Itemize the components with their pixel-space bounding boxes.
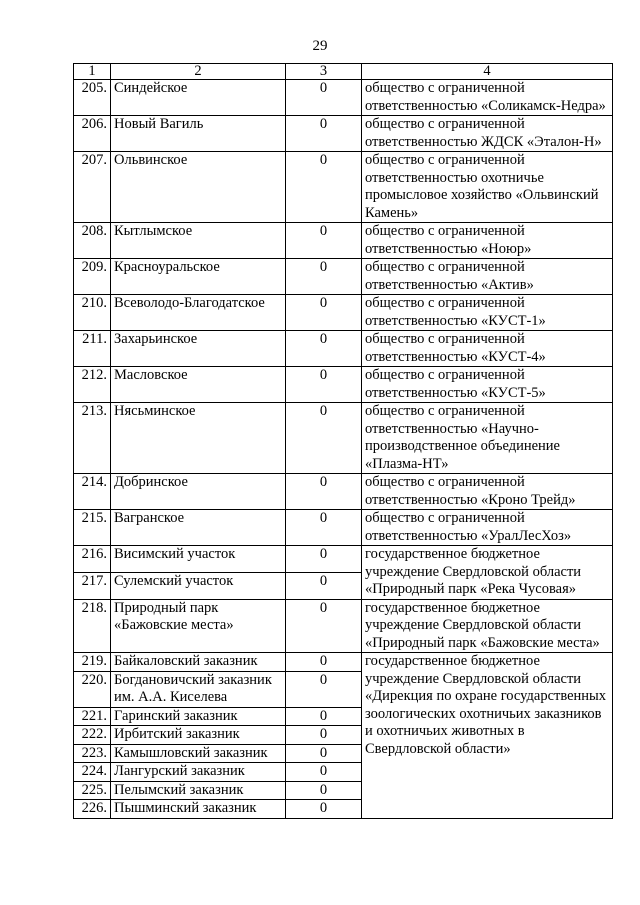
ground-value: 0 bbox=[286, 707, 362, 726]
ground-value: 0 bbox=[286, 800, 362, 819]
ground-name: Новый Вагиль bbox=[111, 116, 286, 152]
table-row bbox=[74, 259, 613, 295]
ground-name: Кытлымское bbox=[111, 223, 286, 259]
ground-name: Природный парк «Бажовские места» bbox=[111, 599, 286, 653]
row-number: 220. bbox=[74, 671, 111, 707]
organization: общество с ограниченной ответственностью «Кроно Трейд» bbox=[362, 474, 613, 510]
organization: общество с ограниченной ответственностью «Научно-производственное объединение «Плазма-НТ» bbox=[362, 403, 613, 474]
row-number: 210. bbox=[74, 295, 111, 331]
column-header: 2 bbox=[111, 64, 286, 80]
ground-name: Богдановичский заказник им. А.А. Киселева bbox=[111, 671, 286, 707]
row-number: 219. bbox=[74, 653, 111, 672]
hunting-grounds-table bbox=[73, 63, 613, 819]
table-row bbox=[74, 152, 613, 223]
table-row bbox=[74, 295, 613, 331]
ground-name: Добринское bbox=[111, 474, 286, 510]
ground-name: Захарьинское bbox=[111, 331, 286, 367]
table-row bbox=[74, 403, 613, 474]
ground-value: 0 bbox=[286, 653, 362, 672]
ground-value: 0 bbox=[286, 726, 362, 745]
table-row bbox=[74, 331, 613, 367]
row-number: 209. bbox=[74, 259, 111, 295]
ground-value: 0 bbox=[286, 572, 362, 599]
row-number: 212. bbox=[74, 367, 111, 403]
organization: государственное бюджетное учреждение Свердловской области «Природный парк «Река Чусовая» bbox=[362, 546, 613, 600]
row-number: 205. bbox=[74, 80, 111, 116]
ground-value: 0 bbox=[286, 116, 362, 152]
ground-name: Ирбитский заказник bbox=[111, 726, 286, 745]
row-number: 214. bbox=[74, 474, 111, 510]
ground-name: Байкаловский заказник bbox=[111, 653, 286, 672]
table-row bbox=[74, 223, 613, 259]
organization: государственное бюджетное учреждение Свердловской области «Дирекция по охране государственных зоологических охотничьих заказников и охотничьих животных в Свердловской области» bbox=[362, 653, 613, 819]
ground-value: 0 bbox=[286, 474, 362, 510]
ground-value: 0 bbox=[286, 763, 362, 782]
row-number: 223. bbox=[74, 744, 111, 763]
organization: государственное бюджетное учреждение Свердловской области «Природный парк «Бажовские места» bbox=[362, 599, 613, 653]
organization: общество с ограниченной ответственностью ЖДСК «Эталон-Н» bbox=[362, 116, 613, 152]
ground-value: 0 bbox=[286, 295, 362, 331]
ground-name: Висимский участок bbox=[111, 546, 286, 573]
table-row bbox=[74, 599, 613, 653]
organization: общество с ограниченной ответственностью «УралЛесХоз» bbox=[362, 510, 613, 546]
table-row bbox=[74, 367, 613, 403]
row-number: 221. bbox=[74, 707, 111, 726]
ground-value: 0 bbox=[286, 510, 362, 546]
organization: общество с ограниченной ответственностью «Соликамск-Недра» bbox=[362, 80, 613, 116]
row-number: 211. bbox=[74, 331, 111, 367]
organization: общество с ограниченной ответственностью «КУСТ-5» bbox=[362, 367, 613, 403]
ground-value: 0 bbox=[286, 599, 362, 653]
ground-name: Камышловский заказник bbox=[111, 744, 286, 763]
ground-name: Синдейское bbox=[111, 80, 286, 116]
row-number: 225. bbox=[74, 781, 111, 800]
ground-value: 0 bbox=[286, 546, 362, 573]
ground-value: 0 bbox=[286, 367, 362, 403]
organization: общество с ограниченной ответственностью «КУСТ-1» bbox=[362, 295, 613, 331]
column-header: 3 bbox=[286, 64, 362, 80]
row-number: 222. bbox=[74, 726, 111, 745]
ground-value: 0 bbox=[286, 781, 362, 800]
ground-value: 0 bbox=[286, 331, 362, 367]
ground-value: 0 bbox=[286, 744, 362, 763]
row-number: 213. bbox=[74, 403, 111, 474]
page-number: 29 bbox=[312, 38, 328, 54]
row-number: 206. bbox=[74, 116, 111, 152]
ground-value: 0 bbox=[286, 80, 362, 116]
ground-name: Сулемский участок bbox=[111, 572, 286, 599]
ground-name: Нясьминское bbox=[111, 403, 286, 474]
ground-name: Вагранское bbox=[111, 510, 286, 546]
ground-name: Пышминский заказник bbox=[111, 800, 286, 819]
ground-name: Масловское bbox=[111, 367, 286, 403]
header-row bbox=[74, 64, 613, 80]
ground-value: 0 bbox=[286, 223, 362, 259]
organization: общество с ограниченной ответственностью «Ноюр» bbox=[362, 223, 613, 259]
table-row bbox=[74, 116, 613, 152]
ground-name: Красноуральское bbox=[111, 259, 286, 295]
column-header: 4 bbox=[362, 64, 613, 80]
row-number: 224. bbox=[74, 763, 111, 782]
ground-name: Ольвинское bbox=[111, 152, 286, 223]
organization: общество с ограниченной ответственностью охотничье промысловое хозяйство «Ольвинский Камень» bbox=[362, 152, 613, 223]
ground-name: Всеволодо-Благодатское bbox=[111, 295, 286, 331]
ground-value: 0 bbox=[286, 671, 362, 707]
ground-name: Гаринский заказник bbox=[111, 707, 286, 726]
ground-value: 0 bbox=[286, 152, 362, 223]
organization: общество с ограниченной ответственностью «КУСТ-4» bbox=[362, 331, 613, 367]
ground-value: 0 bbox=[286, 259, 362, 295]
table-row bbox=[74, 546, 613, 573]
ground-value: 0 bbox=[286, 403, 362, 474]
row-number: 216. bbox=[74, 546, 111, 573]
row-number: 207. bbox=[74, 152, 111, 223]
table-row bbox=[74, 510, 613, 546]
table-row bbox=[74, 653, 613, 672]
ground-name: Пелымский заказник bbox=[111, 781, 286, 800]
row-number: 208. bbox=[74, 223, 111, 259]
table-row bbox=[74, 80, 613, 116]
row-number: 217. bbox=[74, 572, 111, 599]
row-number: 226. bbox=[74, 800, 111, 819]
row-number: 215. bbox=[74, 510, 111, 546]
ground-name: Лангурский заказник bbox=[111, 763, 286, 782]
column-header: 1 bbox=[74, 64, 111, 80]
row-number: 218. bbox=[74, 599, 111, 653]
table-row bbox=[74, 474, 613, 510]
organization: общество с ограниченной ответственностью «Актив» bbox=[362, 259, 613, 295]
